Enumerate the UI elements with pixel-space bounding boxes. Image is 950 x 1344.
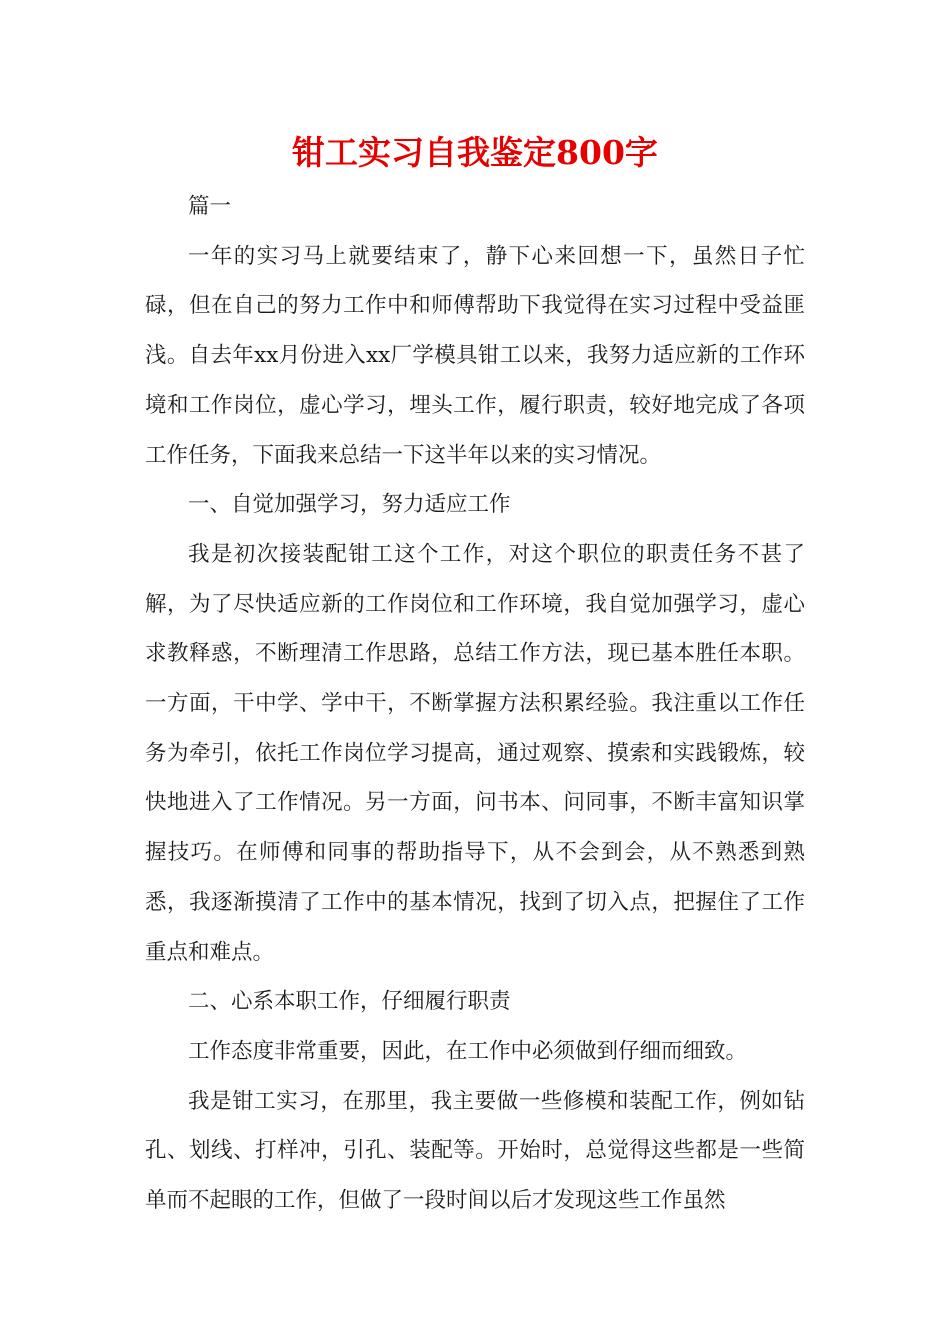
section-heading: 一、自觉加强学习，努力适应工作 <box>188 492 511 518</box>
section-heading: 二、心系本职工作，仔细履行职责 <box>188 989 511 1015</box>
body-paragraph: 一年的实习马上就要结束了，静下心来回想一下，虽然日子忙碌，但在自己的努力工作中和师傅帮助下我觉得在实习过程中受益匪浅。自去年xx月份进入xx厂学模具钳工以来，我努力适应新的工作环境和工作岗位，虚心学习，埋头工作，履行职责，较好地完成了各项工作任务，下面我来总结一下这半年以来的实习情况。 <box>145 243 805 468</box>
section-label: 篇一 <box>188 194 232 219</box>
body-paragraph: 我是钳工实习，在那里，我主要做一些修模和装配工作，例如钻孔、划线、打样冲，引孔、装配等。开始时，总觉得这些都是一些简单而不起眼的工作，但做了一段时间以后才发现这些工作虽然 <box>145 1088 805 1214</box>
document-body <box>145 182 805 1226</box>
body-paragraph: 我是初次接装配钳工这个工作，对这个职位的职责任务不甚了解，为了尽快适应新的工作岗位和工作环境，我自觉加强学习，虚心求教释惑，不断理清工作思路，总结工作方法，现已基本胜任本职。一方面，干中学、学中干，不断掌握方法积累经验。我注重以工作任务为牵引，依托工作岗位学习提高，通过观察、摸索和实践锻炼，较快地进入了工作情况。另一方面，问书本、问同事，不断丰富知识掌握技巧。在师傅和同事的帮助指导下，从不会到会，从不熟悉到熟悉，我逐渐摸清了工作中的基本情况，找到了切入点，把握住了工作重点和难点。 <box>145 541 805 965</box>
body-paragraph: 工作态度非常重要，因此，在工作中必须做到仔细而细致。 <box>188 1038 748 1064</box>
document-title: 钳工实习自我鉴定800字 <box>292 133 658 172</box>
